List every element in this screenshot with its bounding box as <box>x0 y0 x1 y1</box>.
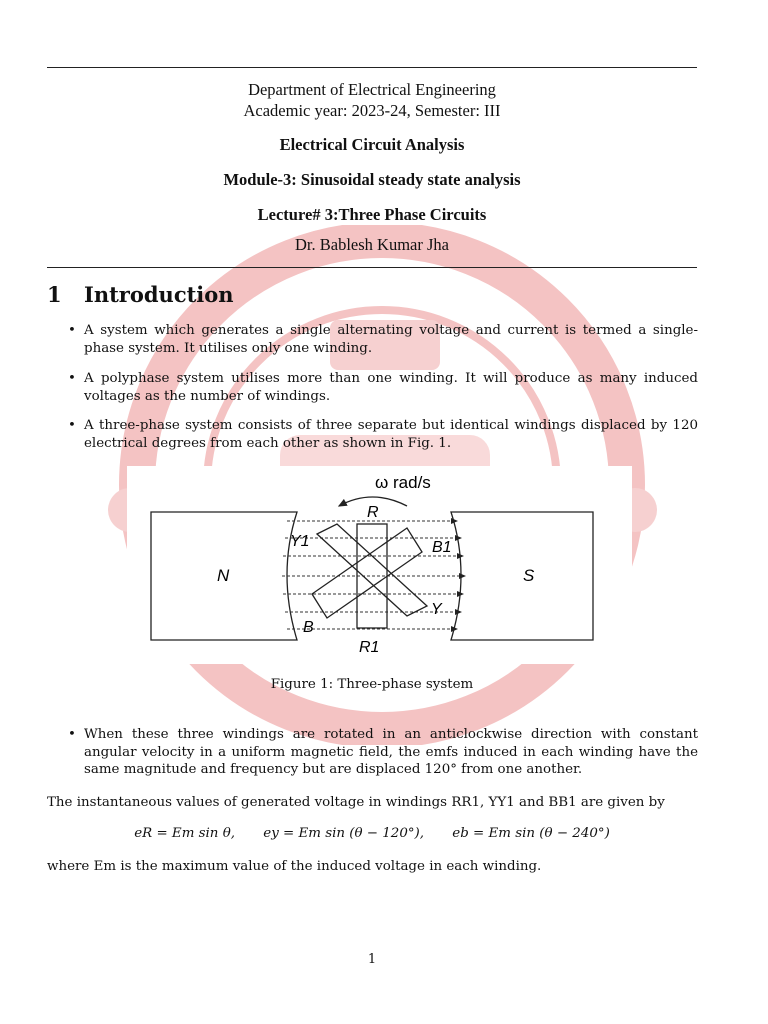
bottom-header-rule <box>47 267 697 268</box>
speed-label: ω rad/s <box>375 473 431 492</box>
bullet-dot: • <box>68 323 76 338</box>
bullet-text: A three-phase system consists of three separate but identical windings displaced by 120 electrical degrees from each other as shown in Fig. 1. <box>84 418 698 451</box>
department-line: Department of Electrical Engineering <box>248 80 496 99</box>
academic-year-line: Academic year: 2023-24, Semester: III <box>243 101 501 120</box>
bullet-dot: • <box>68 727 76 742</box>
y1-label: Y1 <box>290 533 310 550</box>
south-pole <box>451 512 593 640</box>
author-line: Dr. Bablesh Kumar Jha <box>295 235 449 254</box>
r-label: R <box>367 504 379 521</box>
south-label: S <box>523 566 535 585</box>
where-line: where Em is the maximum value of the induced voltage in each winding. <box>47 859 542 874</box>
winding-b <box>312 528 422 618</box>
top-rule <box>47 67 697 68</box>
figure-caption: Figure 1: Three-phase system <box>270 677 474 692</box>
equation-b: eb = Em sin (θ − 240°) <box>452 826 610 841</box>
bullet-text: When these three windings are rotated in an anticlockwise direction with constant angular velocity in a uniform magnetic field, the emfs induced in each winding have the same magnitude and frequency but are displaced 120° from one another. <box>84 727 698 777</box>
bullet-dot: • <box>68 418 76 433</box>
bullet-item <box>68 322 698 357</box>
y-label: Y <box>431 601 442 618</box>
three-phase-figure <box>127 466 632 664</box>
bullet-text: A polyphase system utilises more than one winding. It will produce as many induced voltages as the number of windings. <box>84 371 698 404</box>
voltage-equations <box>47 826 697 841</box>
bullet-item <box>68 417 698 452</box>
bullet-item <box>68 726 698 779</box>
bullet-dot: • <box>68 371 76 386</box>
section-number: 1 <box>47 282 62 307</box>
module-title: Module-3: Sinusoidal steady state analysis <box>223 170 521 189</box>
lecture-title: Lecture# 3:Three Phase Circuits <box>257 205 487 224</box>
north-label: N <box>217 566 230 585</box>
equation-y: ey = Em sin (θ − 120°), <box>263 826 425 841</box>
bullet-text: A system which generates a single alternating voltage and current is termed a single-phase system. It utilises only one winding. <box>84 323 698 356</box>
b-label: B <box>303 619 314 636</box>
three-phase-diagram <box>127 466 632 664</box>
section-heading <box>47 282 234 307</box>
course-title: Electrical Circuit Analysis <box>279 135 465 154</box>
bullet-item <box>68 370 698 405</box>
equation-r: eR = Em sin θ, <box>134 826 236 841</box>
r1-label: R1 <box>359 639 380 656</box>
b1-label: B1 <box>432 539 452 556</box>
section-title-text: Introduction <box>84 282 234 307</box>
page-number: 1 <box>367 952 377 967</box>
instantaneous-intro: The instantaneous values of generated voltage in windings RR1, YY1 and BB1 are given by <box>47 795 665 810</box>
